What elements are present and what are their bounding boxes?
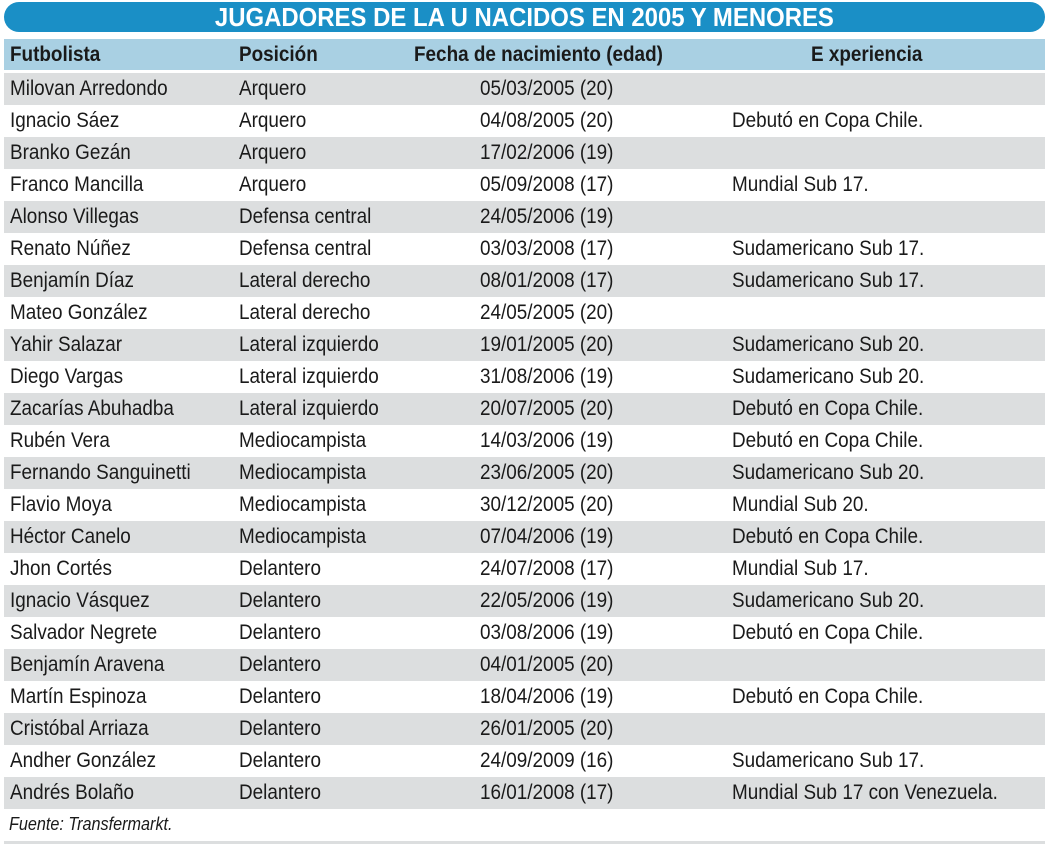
cell-birthdate: 24/05/2005 (20) (480, 301, 614, 324)
table-row (4, 169, 1045, 201)
cell-position: Arquero (239, 173, 307, 196)
table-row (4, 233, 1045, 265)
cell-position: Delantero (239, 621, 321, 644)
cell-player: Mateo González (10, 301, 148, 324)
cell-position: Arquero (239, 109, 307, 132)
header-experiencia: E xperiencia (811, 42, 923, 66)
table-row (4, 361, 1045, 393)
cell-birthdate: 16/01/2008 (17) (480, 781, 614, 804)
cell-position: Lateral derecho (239, 301, 371, 324)
cell-player: Martín Espinoza (10, 685, 147, 708)
cell-birthdate: 30/12/2005 (20) (480, 493, 614, 516)
table-row (4, 137, 1045, 169)
cell-player: Héctor Canelo (10, 525, 131, 548)
table-row (4, 521, 1045, 553)
cell-player: Diego Vargas (10, 365, 124, 388)
cell-position: Delantero (239, 589, 321, 612)
cell-experience: Sudamericano Sub 17. (732, 269, 925, 292)
cell-position: Lateral derecho (239, 269, 371, 292)
cell-position: Mediocampista (239, 461, 367, 484)
cell-position: Mediocampista (239, 493, 367, 516)
cell-birthdate: 23/06/2005 (20) (480, 461, 614, 484)
table-row (4, 649, 1045, 681)
cell-player: Ignacio Sáez (10, 109, 120, 132)
cell-position: Defensa central (239, 237, 372, 260)
cell-player: Alonso Villegas (10, 205, 139, 228)
cell-position: Defensa central (239, 205, 372, 228)
cell-player: Zacarías Abuhadba (10, 397, 174, 420)
header-fecha-nacimiento: Fecha de nacimiento (edad) (414, 42, 663, 66)
cell-experience: Sudamericano Sub 17. (732, 237, 925, 260)
cell-birthdate: 24/09/2009 (16) (480, 749, 614, 772)
cell-birthdate: 04/08/2005 (20) (480, 109, 614, 132)
cell-experience: Sudamericano Sub 20. (732, 333, 925, 356)
table-row (4, 585, 1045, 617)
cell-player: Cristóbal Arriaza (10, 717, 149, 740)
table-row (4, 713, 1045, 745)
cell-experience: Mundial Sub 17. (732, 557, 869, 580)
cell-birthdate: 04/01/2005 (20) (480, 653, 614, 676)
cell-experience: Mundial Sub 20. (732, 493, 869, 516)
cell-player: Flavio Moya (10, 493, 112, 516)
cell-birthdate: 22/05/2006 (19) (480, 589, 614, 612)
cell-birthdate: 20/07/2005 (20) (480, 397, 614, 420)
cell-player: Ignacio Vásquez (10, 589, 150, 612)
cell-position: Arquero (239, 77, 307, 100)
cell-birthdate: 07/04/2006 (19) (480, 525, 614, 548)
cell-position: Delantero (239, 717, 321, 740)
title-banner (4, 2, 1045, 32)
table-row (4, 681, 1045, 713)
cell-experience: Debutó en Copa Chile. (732, 429, 924, 452)
cell-position: Lateral izquierdo (239, 365, 379, 388)
cell-player: Franco Mancilla (10, 173, 144, 196)
cell-experience: Mundial Sub 17 con Venezuela. (732, 781, 998, 804)
cell-birthdate: 03/08/2006 (19) (480, 621, 614, 644)
cell-player: Andher González (10, 749, 157, 772)
table-row (4, 105, 1045, 137)
table-row (4, 425, 1045, 457)
cell-birthdate: 24/07/2008 (17) (480, 557, 614, 580)
cell-player: Benjamín Aravena (10, 653, 165, 676)
cell-player: Benjamín Díaz (10, 269, 134, 292)
cell-birthdate: 18/04/2006 (19) (480, 685, 614, 708)
table-row (4, 329, 1045, 361)
source-note: Fuente: Transfermarkt. (9, 814, 173, 834)
cell-player: Renato Núñez (10, 237, 131, 260)
cell-experience: Debutó en Copa Chile. (732, 525, 924, 548)
header-posicion: Posición (239, 42, 318, 66)
cell-birthdate: 19/01/2005 (20) (480, 333, 614, 356)
cell-experience: Mundial Sub 17. (732, 173, 869, 196)
cell-birthdate: 26/01/2005 (20) (480, 717, 614, 740)
cell-position: Lateral izquierdo (239, 397, 379, 420)
cell-birthdate: 17/02/2006 (19) (480, 141, 614, 164)
table-row (4, 553, 1045, 585)
cell-player: Salvador Negrete (10, 621, 158, 644)
table-row (4, 457, 1045, 489)
cell-position: Arquero (239, 141, 307, 164)
cell-position: Mediocampista (239, 525, 367, 548)
cell-player: Andrés Bolaño (10, 781, 134, 804)
table-row (4, 393, 1045, 425)
table-row (4, 297, 1045, 329)
cell-birthdate: 14/03/2006 (19) (480, 429, 614, 452)
cell-birthdate: 24/05/2006 (19) (480, 205, 614, 228)
cell-experience: Sudamericano Sub 20. (732, 589, 925, 612)
table-header-row (4, 39, 1045, 70)
cell-position: Delantero (239, 781, 321, 804)
cell-player: Rubén Vera (10, 429, 110, 452)
table-row (4, 489, 1045, 521)
cell-player: Milovan Arredondo (10, 77, 168, 100)
table-row (4, 73, 1045, 105)
cell-birthdate: 31/08/2006 (19) (480, 365, 614, 388)
cell-position: Mediocampista (239, 429, 367, 452)
cell-position: Delantero (239, 749, 321, 772)
cell-experience: Debutó en Copa Chile. (732, 621, 924, 644)
cell-experience: Sudamericano Sub 20. (732, 365, 925, 388)
cell-birthdate: 03/03/2008 (17) (480, 237, 614, 260)
table-row (4, 745, 1045, 777)
cell-experience: Debutó en Copa Chile. (732, 397, 924, 420)
table-row (4, 777, 1045, 809)
cell-experience: Sudamericano Sub 17. (732, 749, 925, 772)
cell-position: Delantero (239, 557, 321, 580)
cell-birthdate: 05/09/2008 (17) (480, 173, 614, 196)
cell-experience: Debutó en Copa Chile. (732, 685, 924, 708)
header-futbolista: Futbolista (10, 42, 101, 66)
players-table (4, 39, 1045, 809)
cell-experience: Sudamericano Sub 20. (732, 461, 925, 484)
cell-player: Fernando Sanguinetti (10, 461, 191, 484)
table-row (4, 617, 1045, 649)
cell-player: Branko Gezán (10, 141, 131, 164)
cell-player: Jhon Cortés (10, 557, 112, 580)
table-row (4, 201, 1045, 233)
cell-position: Delantero (239, 685, 321, 708)
cell-birthdate: 05/03/2005 (20) (480, 77, 614, 100)
table-row (4, 265, 1045, 297)
cell-position: Lateral izquierdo (239, 333, 379, 356)
cell-birthdate: 08/01/2008 (17) (480, 269, 614, 292)
page-title: JUGADORES DE LA U NACIDOS EN 2005 Y MENORES (215, 1, 834, 32)
cell-position: Delantero (239, 653, 321, 676)
cell-experience: Debutó en Copa Chile. (732, 109, 924, 132)
cell-player: Yahir Salazar (10, 333, 123, 356)
